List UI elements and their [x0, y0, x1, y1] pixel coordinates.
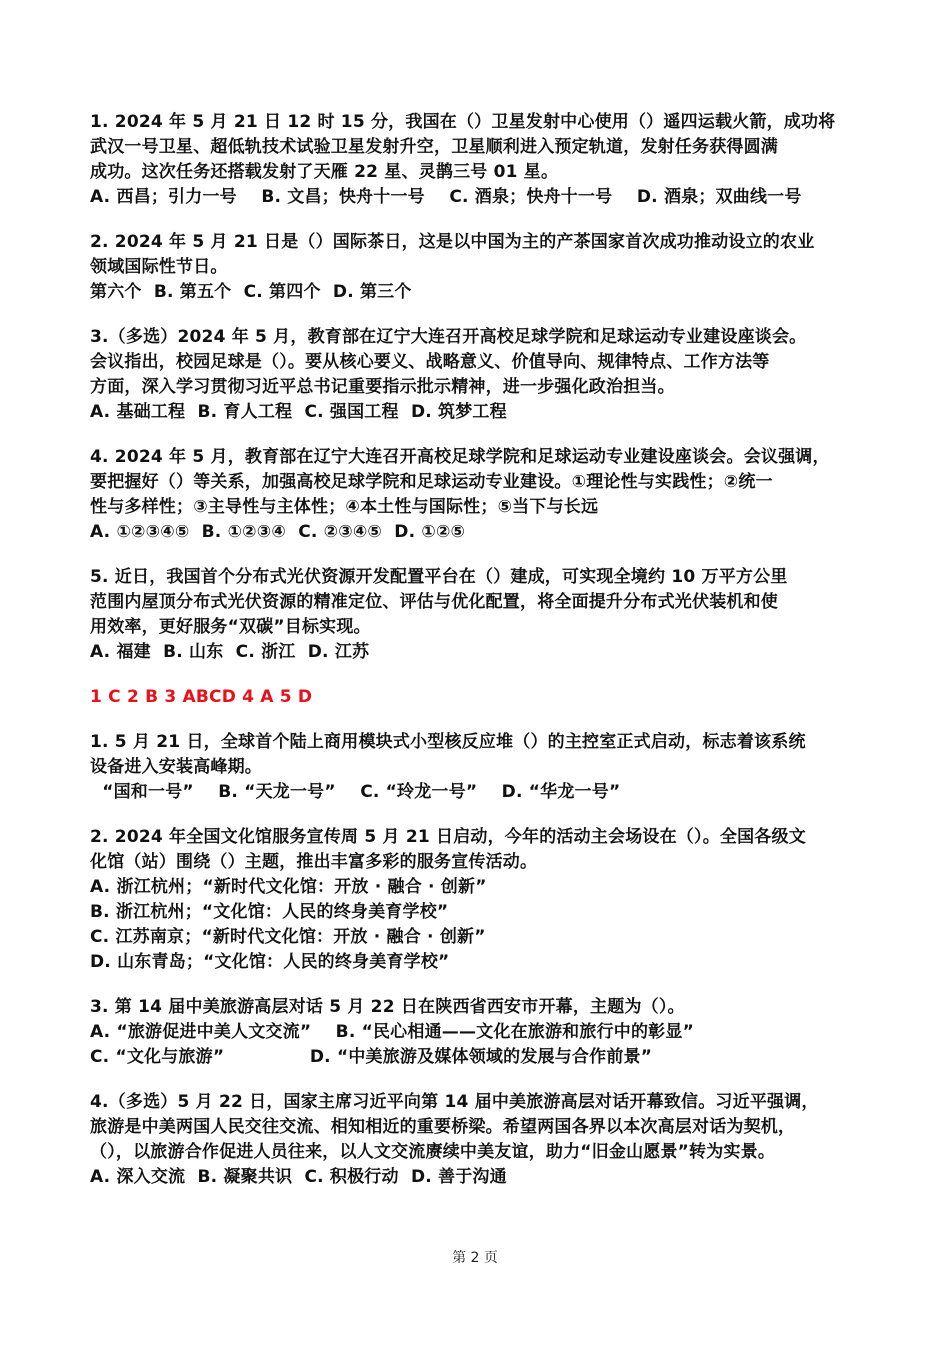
page-number: 第 2 页 — [452, 1250, 498, 1266]
question-line: 成功。这次任务还搭载发射了天雁 22 星、灵鹊三号 01 星。 — [90, 162, 559, 182]
question-line: 武汉一号卫星、超低轨技术试验卫星发射升空，卫星顺利进入预定轨道，发射任务获得圆满 — [90, 137, 778, 157]
question-options: A. 基础工程 B. 育人工程 C. 强国工程 D. 筑梦工程 — [90, 402, 507, 422]
question-options: A. 福建 B. 山东 C. 浙江 D. 江苏 — [90, 642, 370, 662]
question-line: 化馆（站）围绕（）主题，推出丰富多彩的服务宣传活动。 — [90, 852, 538, 872]
question-block — [90, 565, 865, 665]
question-line: 范围内屋顶分布式光伏资源的精准定位、评估与优化配置，将全面提升分布式光伏装机和使 — [90, 592, 778, 612]
question-line: 设备进入安装高峰期。 — [90, 757, 262, 777]
page-content — [90, 110, 865, 1210]
question-line: 3. 第 14 届中美旅游高层对话 5 月 22 日在陕西省西安市开幕，主题为（）。 — [90, 997, 685, 1017]
question-line: 4.（多选）5 月 22 日，国家主席习近平向第 14 届中美旅游高层对话开幕致信。习近平强调， — [90, 1092, 819, 1112]
question-option: B. 浙江杭州；“文化馆：人民的终身美育学校” — [90, 902, 449, 922]
question-line: 旅游是中美两国人民交往交流、相知相近的重要桥梁。希望两国各界以本次高层对话为契机， — [90, 1117, 796, 1137]
question-block — [90, 825, 865, 975]
question-line: 要把握好（）等关系，加强高校足球学院和足球运动专业建设。①理论性与实践性；②统一 — [90, 472, 773, 492]
question-line: 性与多样性；③主导性与主体性；④本土性与国际性；⑤当下与长远 — [90, 497, 599, 517]
question-option: D. 山东青岛；“文化馆：人民的终身美育学校” — [90, 952, 450, 972]
question-options: C. “文化与旅游” D. “中美旅游及媒体领域的发展与合作前景” — [90, 1047, 653, 1067]
question-block — [90, 110, 865, 210]
question-line: 会议指出，校园足球是（）。要从核心要义、战略意义、价值导向、规律特点、工作方法等 — [90, 352, 770, 372]
question-block — [90, 730, 865, 805]
question-line: 1. 2024 年 5 月 21 日 12 时 15 分，我国在（）卫星发射中心使用（）遥四运载火箭，成功将 — [90, 112, 836, 132]
question-line: 1. 5 月 21 日，全球首个陆上商用模块式小型核反应堆（）的主控室正式启动，标志着该系统 — [90, 732, 806, 752]
question-line: 2. 2024 年 5 月 21 日是（）国际茶日，这是以中国为主的产茶国家首次成功推动设立的农业 — [90, 232, 815, 252]
question-line: 方面，深入学习贯彻习近平总书记重要指示批示精神，进一步强化政治担当。 — [90, 377, 675, 397]
question-options: A. 西昌；引力一号 B. 文昌；快舟十一号 C. 酒泉；快舟十一号 D. 酒泉；双曲线一号 — [90, 187, 802, 207]
question-option: C. 江苏南京；“新时代文化馆：开放 · 融合 · 创新” — [90, 927, 486, 947]
question-block — [90, 1090, 865, 1190]
answer-key — [90, 685, 865, 710]
question-line: （），以旅游合作促进人员往来，以人文交流赓续中美友谊，助力“旧金山愿景”转为实景。 — [90, 1142, 776, 1162]
question-block — [90, 995, 865, 1070]
answer-key-text: 1 C 2 B 3 ABCD 4 A 5 D — [90, 687, 313, 707]
question-block — [90, 325, 865, 425]
question-option: A. 浙江杭州；“新时代文化馆：开放 · 融合 · 创新” — [90, 877, 487, 897]
question-options: A. 深入交流 B. 凝聚共识 C. 积极行动 D. 善于沟通 — [90, 1167, 507, 1187]
question-line: 5. 近日，我国首个分布式光伏资源开发配置平台在（）建成，可实现全境约 10 万平方公里 — [90, 567, 788, 587]
question-line: 用效率，更好服务“双碳”目标实现。 — [90, 617, 371, 637]
question-line: 3.（多选）2024 年 5 月，教育部在辽宁大连召开高校足球学院和足球运动专业建设座谈会。 — [90, 327, 807, 347]
question-options: 第六个 B. 第五个 C. 第四个 D. 第三个 — [90, 282, 412, 302]
question-block — [90, 445, 865, 545]
question-line: 2. 2024 年全国文化馆服务宣传周 5 月 21 日启动，今年的活动主会场设在（）。全国各级文 — [90, 827, 806, 847]
question-options: “国和一号” B. “天龙一号” C. “玲龙一号” D. “华龙一号” — [90, 782, 621, 802]
question-options: A. ①②③④⑤ B. ①②③④ C. ②③④⑤ D. ①②⑤ — [90, 522, 466, 542]
question-options: A. “旅游促进中美人文交流” B. “民心相通——文化在旅游和旅行中的彰显” — [90, 1022, 694, 1042]
question-line: 4. 2024 年 5 月，教育部在辽宁大连召开高校足球学院和足球运动专业建设座谈会。会议强调， — [90, 447, 830, 467]
question-block — [90, 230, 865, 305]
question-line: 领域国际性节日。 — [90, 257, 228, 277]
